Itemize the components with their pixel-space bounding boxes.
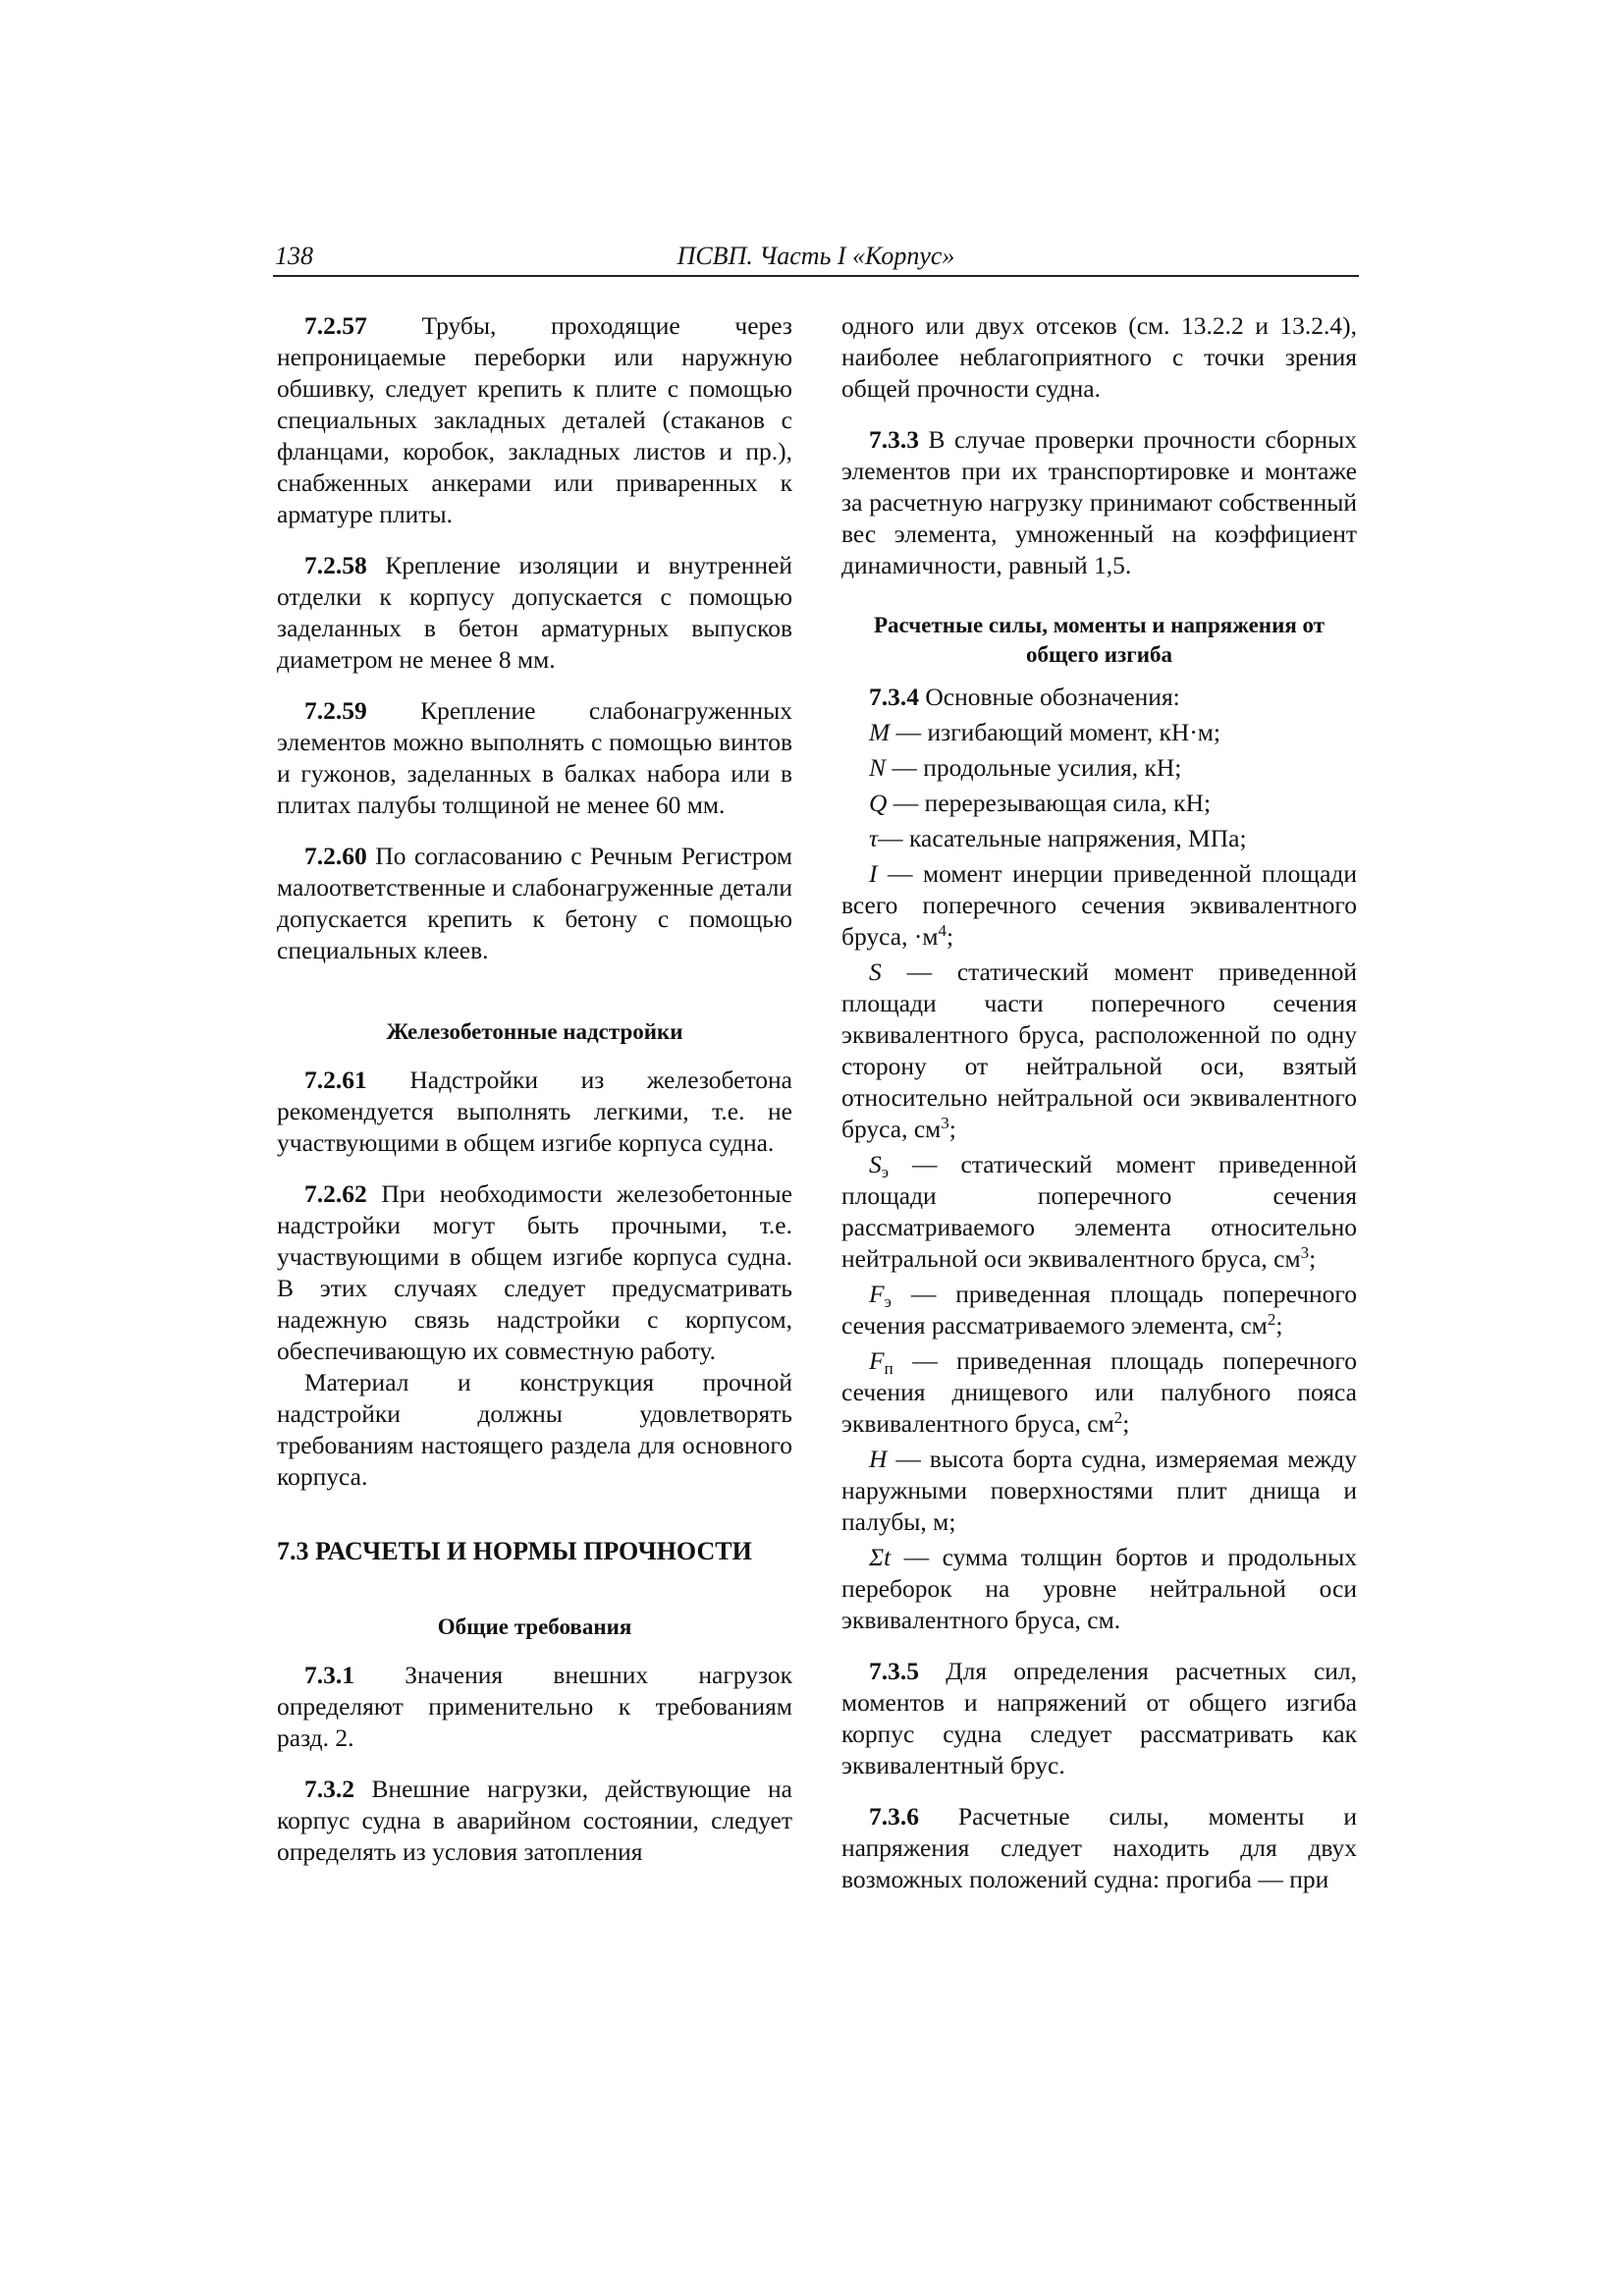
paragraph-7-3-5 <box>841 1656 1357 1781</box>
clause-number: 7.3.3 <box>869 425 919 454</box>
definition-text: — сумма толщин бортов и продольных переборок на уровне нейтральной оси эквивалентного бруса, см. <box>841 1543 1357 1634</box>
definition-q <box>841 788 1357 819</box>
definition-s-e <box>841 1149 1357 1275</box>
section-title-7-3: 7.3 РАСЧЕТЫ И НОРМЫ ПРОЧНОСТИ <box>277 1537 752 1565</box>
paragraph-7-3-2-continued: одного или двух отсеков (см. 13.2.2 и 13.2.4), наиболее неблагоприятного с точки зрения общей прочности судна. <box>841 311 1357 403</box>
paragraph-7-2-61 <box>277 1065 792 1159</box>
exponent: 4 <box>938 921 947 940</box>
symbol: S <box>869 1150 882 1178</box>
definition-s <box>841 957 1357 1145</box>
clause-text: Крепление слабонагруженных элементов можно выполнять с помощью винтов и гужонов, заделанных в балках набора или в плитах палубы толщиной не менее 60 мм. <box>277 696 792 819</box>
definition-tail: ; <box>948 1115 956 1143</box>
clause-number: 7.2.57 <box>304 311 367 340</box>
clause-text: Надстройки из железобетона рекомендуется выполнять легкими, т.е. не участвующими в общем изгибе корпуса судна. <box>277 1066 792 1157</box>
clause-number: 7.3.1 <box>304 1661 354 1689</box>
definition-text: — статический момент приведенной площади поперечного сечения рассматриваемого элемента относительно нейтральной оси эквивалентного бруса, см <box>841 1150 1358 1273</box>
right-column <box>841 310 1357 1895</box>
definition-tail: ; <box>1122 1409 1130 1438</box>
clause-number: 7.2.58 <box>304 551 367 579</box>
subscript: п <box>884 1359 893 1378</box>
paragraph-7-2-60 <box>277 841 792 966</box>
exponent: 2 <box>1267 1310 1276 1329</box>
paragraph-7-3-2 <box>277 1774 792 1868</box>
clause-number: 7.3.2 <box>304 1775 354 1803</box>
clause-text: При необходимости железобетонные надстройки могут быть прочными, т.е. участвующими в общем изгибе корпуса судна. В этих случаях следует предусматривать надежную связь надстройки с корпусом, обеспечивающую их совместную работу. <box>277 1179 792 1365</box>
definition-text: — приведенная площадь поперечного сечения днищевого или палубного пояса эквивалентного бруса, см <box>841 1346 1357 1438</box>
definition-text: — изгибающий момент, кН·м; <box>895 718 1220 746</box>
clause-text: В случае проверки прочности сборных элементов при их транспортировке и монтаже за расчетную нагрузку принимают собственный вес элемента, умноженный на коэффициент динамичности, равный 1,5. <box>841 425 1357 579</box>
definition-text: — касательные напряжения, МПа; <box>878 824 1247 852</box>
clause-text: Значения внешних нагрузок определяют применительно к требованиям разд. 2. <box>277 1661 793 1752</box>
page-number: 138 <box>275 242 313 270</box>
running-title: ПСВП. Часть I «Корпус» <box>676 242 955 270</box>
definition-text: — перерезывающая сила, кН; <box>893 789 1212 817</box>
definition-tau <box>841 823 1357 854</box>
definition-text: — приведенная площадь поперечного сечения рассматриваемого элемента, см <box>841 1280 1357 1339</box>
definition-text: — статический момент приведенной площади части поперечного сечения эквивалентного бруса, расположенной по одну сторону от нейтральной оси, взятый относительно нейтральной оси эквивалентного бруса, см <box>841 957 1358 1143</box>
definition-tail: ; <box>1309 1244 1317 1273</box>
definition-n <box>841 752 1357 784</box>
symbol: F <box>869 1280 885 1308</box>
symbol: M <box>869 718 891 746</box>
paragraph-7-3-6 <box>841 1801 1357 1895</box>
paragraph-7-3-4 <box>841 682 1357 713</box>
clause-text: Трубы, проходящие через непроницаемые переборки или наружную обшивку, следует крепить к плите с помощью специальных закладных деталей (стаканов с фланцами, коробок, закладных листов и пр.), снабженных анкерами или приваренных к арматуре плиты. <box>277 311 793 528</box>
definition-text: — продольные усилия, кН; <box>892 753 1182 782</box>
definition-i <box>841 858 1357 953</box>
paragraph-7-3-3 <box>841 424 1357 581</box>
exponent: 3 <box>1300 1243 1310 1262</box>
definition-tail: ; <box>946 922 954 951</box>
definition-tail: ; <box>1275 1311 1283 1339</box>
paragraph-material: Материал и конструкция прочной надстройки должны удовлетворять требованиям настоящего раздела для основного корпуса. <box>277 1368 792 1491</box>
clause-text: Основные обозначения: <box>925 683 1180 711</box>
clause-text: Расчетные силы, моменты и напряжения следует находить для двух возможных положений судна: прогиба — при <box>841 1802 1357 1893</box>
clause-text: Внешние нагрузки, действующие на корпус судна в аварийном состоянии, следует определять из условия затопления <box>277 1775 793 1866</box>
subheading-design-forces: Расчетные силы, моменты и напряжения от общего изгиба <box>873 613 1325 667</box>
subscript: э <box>881 1163 890 1181</box>
definition-f-e <box>841 1279 1357 1341</box>
paragraph-7-2-58 <box>277 550 792 676</box>
exponent: 3 <box>941 1114 949 1132</box>
symbol: S <box>869 957 882 986</box>
paragraph-7-2-62 <box>277 1178 792 1367</box>
paragraph-7-2-59 <box>277 695 792 821</box>
clause-number: 7.3.4 <box>869 683 919 711</box>
definition-f-p <box>841 1345 1357 1440</box>
clause-number: 7.2.60 <box>304 842 367 870</box>
definition-text: — момент инерции приведенной площади всего поперечного сечения эквивалентного бруса, ·м <box>841 859 1358 951</box>
symbol: τ <box>869 824 879 852</box>
subheading-general-requirements: Общие требования <box>437 1614 632 1639</box>
clause-text: Для определения расчетных сил, моментов и напряжений от общего изгиба корпус судна следует рассматривать как эквивалентный брус. <box>841 1657 1358 1779</box>
symbol: F <box>869 1346 885 1375</box>
clause-text: По согласованию с Речным Регистром малоответственные и слабонагруженные детали допускается крепить к бетону с помощью специальных клеев. <box>277 842 793 964</box>
clause-number: 7.2.61 <box>304 1066 367 1094</box>
subheading-rc-superstructures: Железобетонные надстройки <box>386 1019 683 1044</box>
symbol: N <box>869 753 887 782</box>
paragraph-7-2-57 <box>277 310 792 530</box>
clause-number: 7.3.5 <box>869 1657 919 1685</box>
symbol: I <box>869 859 878 888</box>
left-column <box>277 310 792 1868</box>
subscript: э <box>884 1292 892 1311</box>
symbol: Q <box>869 789 888 817</box>
clause-number: 7.2.59 <box>304 696 367 725</box>
running-header <box>273 242 1359 277</box>
definition-text: — высота борта судна, измеряемая между наружными поверхностями плит днища и палубы, м; <box>841 1445 1357 1536</box>
symbol: H <box>869 1445 888 1473</box>
paragraph-7-3-1 <box>277 1660 792 1754</box>
clause-number: 7.3.6 <box>869 1802 919 1831</box>
definition-sum-t <box>841 1542 1357 1636</box>
symbol: Σt <box>869 1543 892 1571</box>
exponent: 2 <box>1113 1408 1123 1427</box>
definition-h <box>841 1444 1357 1538</box>
clause-text: Крепление изоляции и внутренней отделки к корпусу допускается с помощью заделанных в бетон арматурных выпусков диаметром не менее 8 мм. <box>277 551 792 674</box>
definition-m <box>841 717 1357 748</box>
clause-number: 7.2.62 <box>304 1179 367 1208</box>
